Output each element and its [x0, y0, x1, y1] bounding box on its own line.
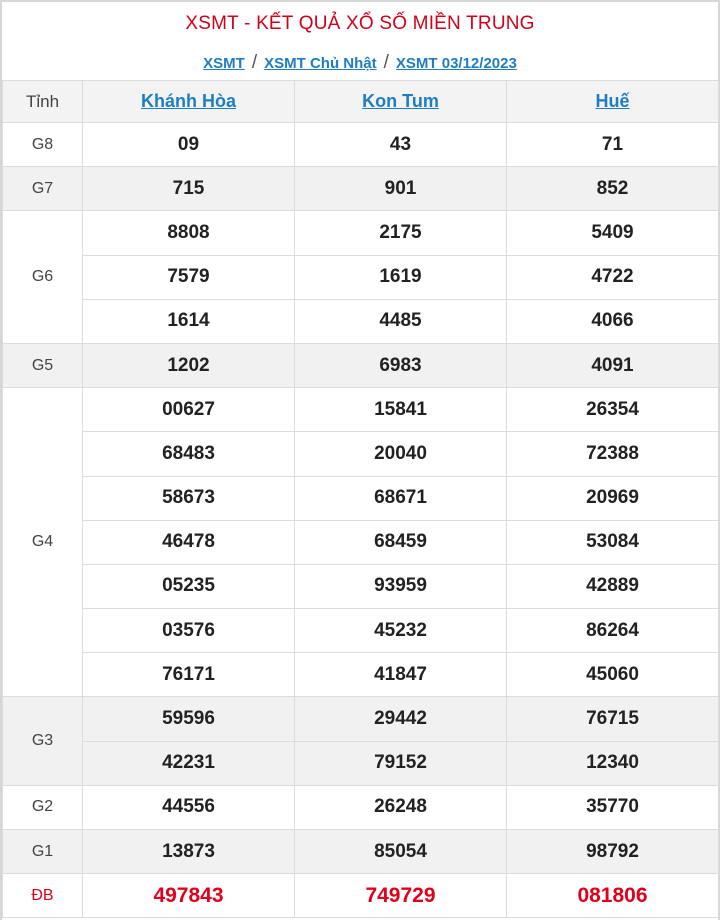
- result-number: 45232: [295, 609, 507, 653]
- result-number: 00627: [83, 388, 295, 432]
- result-number: 03576: [83, 609, 295, 653]
- result-number: 43: [295, 123, 507, 167]
- result-number: 42889: [507, 564, 719, 608]
- result-number: 68459: [295, 520, 507, 564]
- prize-row: [3, 299, 719, 343]
- result-number: 4722: [507, 255, 719, 299]
- result-number: 45060: [507, 653, 719, 697]
- result-number: 46478: [83, 520, 295, 564]
- result-number: 4066: [507, 299, 719, 343]
- result-number: 715: [83, 167, 295, 211]
- result-number: 8808: [83, 211, 295, 255]
- result-number: 5409: [507, 211, 719, 255]
- prize-row: [3, 653, 719, 697]
- result-number: 26248: [295, 785, 507, 829]
- result-number: 749729: [295, 874, 507, 918]
- result-number: 68483: [83, 432, 295, 476]
- result-number: 09: [83, 123, 295, 167]
- breadcrumb-xsmt-link[interactable]: XSMT: [203, 54, 245, 72]
- result-number: 93959: [295, 564, 507, 608]
- prize-label: G8: [3, 123, 83, 167]
- province-link-kon-tum[interactable]: Kon Tum: [362, 91, 439, 111]
- breadcrumb-sunday-link[interactable]: XSMT Chủ Nhật: [264, 54, 377, 72]
- result-number: 20969: [507, 476, 719, 520]
- result-number: 35770: [507, 785, 719, 829]
- result-number: 4485: [295, 299, 507, 343]
- prize-row: [3, 830, 719, 874]
- result-number: 20040: [295, 432, 507, 476]
- result-number: 1614: [83, 299, 295, 343]
- breadcrumb-date-link[interactable]: XSMT 03/12/2023: [395, 54, 517, 72]
- result-number: 76171: [83, 653, 295, 697]
- prize-row: [3, 123, 719, 167]
- prize-row: [3, 476, 719, 520]
- prize-row: [3, 343, 719, 387]
- results-body: [3, 123, 719, 918]
- result-number: 1202: [83, 343, 295, 387]
- prize-label: G2: [3, 785, 83, 829]
- result-number: 852: [507, 167, 719, 211]
- prize-label: G1: [3, 830, 83, 874]
- prize-label: ĐB: [3, 874, 83, 918]
- result-number: 98792: [507, 830, 719, 874]
- prize-row: [3, 785, 719, 829]
- prize-row: [3, 211, 719, 255]
- prize-row: [3, 255, 719, 299]
- result-number: 901: [295, 167, 507, 211]
- prize-label: G4: [3, 388, 83, 697]
- result-number: 4091: [507, 343, 719, 387]
- prize-row: [3, 167, 719, 211]
- result-number: 29442: [295, 697, 507, 741]
- result-number: 71: [507, 123, 719, 167]
- result-number: 53084: [507, 520, 719, 564]
- page-title: XSMT - KẾT QUẢ XỔ SỐ MIỀN TRUNG: [185, 13, 535, 34]
- province-link-hue[interactable]: Huế: [595, 91, 630, 111]
- prize-row: [3, 609, 719, 653]
- prize-row: [3, 388, 719, 432]
- prize-row: [3, 874, 719, 918]
- result-number: 85054: [295, 830, 507, 874]
- province-header-hue: [507, 81, 719, 123]
- result-number: 6983: [295, 343, 507, 387]
- prize-row: [3, 432, 719, 476]
- prize-label: G7: [3, 167, 83, 211]
- result-number: 15841: [295, 388, 507, 432]
- result-number: 59596: [83, 697, 295, 741]
- breadcrumb-separator: /: [251, 52, 258, 73]
- prize-row: [3, 741, 719, 785]
- result-number: 44556: [83, 785, 295, 829]
- result-number: 26354: [507, 388, 719, 432]
- breadcrumb-separator: /: [383, 52, 389, 73]
- result-number: 081806: [507, 874, 719, 918]
- result-number: 1619: [295, 255, 507, 299]
- result-number: 05235: [83, 564, 295, 608]
- result-number: 58673: [83, 476, 295, 520]
- province-link-khanh-hoa[interactable]: Khánh Hòa: [140, 91, 236, 111]
- prize-row: [3, 520, 719, 564]
- prize-row: [3, 697, 719, 741]
- result-number: 2175: [295, 211, 507, 255]
- result-number: 42231: [83, 741, 295, 785]
- result-number: 13873: [83, 830, 295, 874]
- prize-label: G5: [3, 343, 83, 387]
- province-header-kon-tum: [295, 81, 507, 123]
- result-number: 7579: [83, 255, 295, 299]
- result-number: 68671: [295, 476, 507, 520]
- province-column-header: Tỉnh: [3, 81, 83, 123]
- results-table: [2, 80, 719, 918]
- result-number: 41847: [295, 653, 507, 697]
- result-number: 76715: [507, 697, 719, 741]
- prize-label: G6: [3, 211, 83, 344]
- result-number: 72388: [507, 432, 719, 476]
- table-header-row: [3, 81, 719, 123]
- result-number: 12340: [507, 741, 719, 785]
- province-header-khanh-hoa: [83, 81, 295, 123]
- prize-label: G3: [3, 697, 83, 785]
- prize-row: [3, 564, 719, 608]
- result-number: 79152: [295, 741, 507, 785]
- result-number: 497843: [83, 874, 295, 918]
- result-number: 86264: [507, 609, 719, 653]
- breadcrumb: [2, 46, 718, 80]
